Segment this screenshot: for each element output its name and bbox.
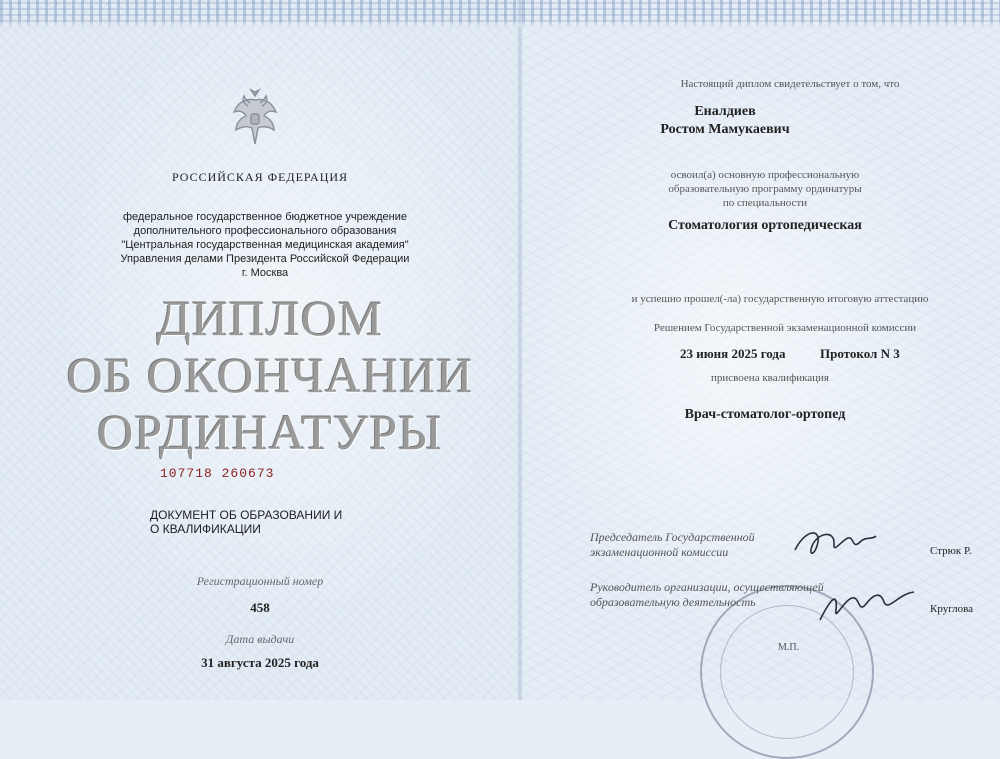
chair-label-line: Председатель Государственной xyxy=(590,530,755,544)
doc-type-line: О КВАЛИФИКАЦИИ xyxy=(150,522,261,536)
protocol-number: Протокол N 3 xyxy=(820,346,900,361)
issue-date-label: Дата выдачи xyxy=(225,632,295,646)
head-label-line: Руководитель организации, осуществляющей xyxy=(590,580,824,594)
chair-label-line: экзаменационной комиссии xyxy=(590,545,729,559)
attestation-statement: и успешно прошел(-ла) государственную итоговую аттестацию xyxy=(631,293,929,305)
commission-decision: Решением Государственной экзаменационной комиссии xyxy=(653,322,917,334)
decision-date: 23 июня 2025 года xyxy=(680,346,786,361)
seal-place-mark: М.П. xyxy=(778,642,800,653)
institution-name xyxy=(110,210,420,280)
qualification-label: присвоена квалификация xyxy=(711,372,829,384)
institution-line: "Центральная государственная медицинская академия" xyxy=(121,239,409,251)
graduate-given-names: Ростом Мамукаевич xyxy=(660,122,790,137)
page-fold xyxy=(517,0,523,700)
title-line: ОРДИНАТУРЫ xyxy=(97,404,443,460)
title-line: ДИПЛОМ xyxy=(156,290,384,346)
head-label-line: образовательную деятельность xyxy=(590,595,756,609)
program-statement xyxy=(620,168,910,210)
institution-line: федеральное государственное бюджетное учреждение xyxy=(122,211,408,223)
institution-line: г. Москва xyxy=(241,267,289,279)
chair-signature xyxy=(790,520,880,570)
diploma-title xyxy=(40,290,500,461)
specialty-name: Стоматология ортопедическая xyxy=(668,218,862,233)
institution-line: дополнительного профессионального образования xyxy=(133,225,397,237)
program-statement-line: по специальности xyxy=(722,197,808,209)
double-headed-eagle-emblem-icon xyxy=(226,86,284,148)
issue-date-value: 31 августа 2025 года xyxy=(201,655,319,670)
head-signature xyxy=(810,580,920,630)
program-statement-line: образовательную программу ординатуры xyxy=(668,183,862,195)
diploma-serial-number: 107718 260673 xyxy=(160,466,275,481)
commission-chair-name: Стрюк Р. xyxy=(930,545,972,557)
certification-intro: Настоящий диплом свидетельствует о том, что xyxy=(680,78,900,90)
guilloche-border xyxy=(0,0,1000,28)
doc-type-line: ДОКУМЕНТ ОБ ОБРАЗОВАНИИ И xyxy=(150,508,343,522)
document-type xyxy=(150,508,390,536)
country-name: РОССИЙСКАЯ ФЕДЕРАЦИЯ xyxy=(171,170,349,184)
qualification-value: Врач-стоматолог-ортопед xyxy=(684,407,846,422)
registration-number-label: Регистрационный номер xyxy=(196,574,324,588)
organization-head-name: Круглова xyxy=(930,603,974,615)
program-statement-line: освоил(а) основную профессиональную xyxy=(670,169,860,181)
graduate-surname: Еналдиев xyxy=(694,104,756,119)
title-line: ОБ ОКОНЧАНИИ xyxy=(66,347,474,403)
registration-number-value: 458 xyxy=(250,600,270,615)
institution-line: Управления делами Президента Российской Федерации xyxy=(120,253,410,265)
